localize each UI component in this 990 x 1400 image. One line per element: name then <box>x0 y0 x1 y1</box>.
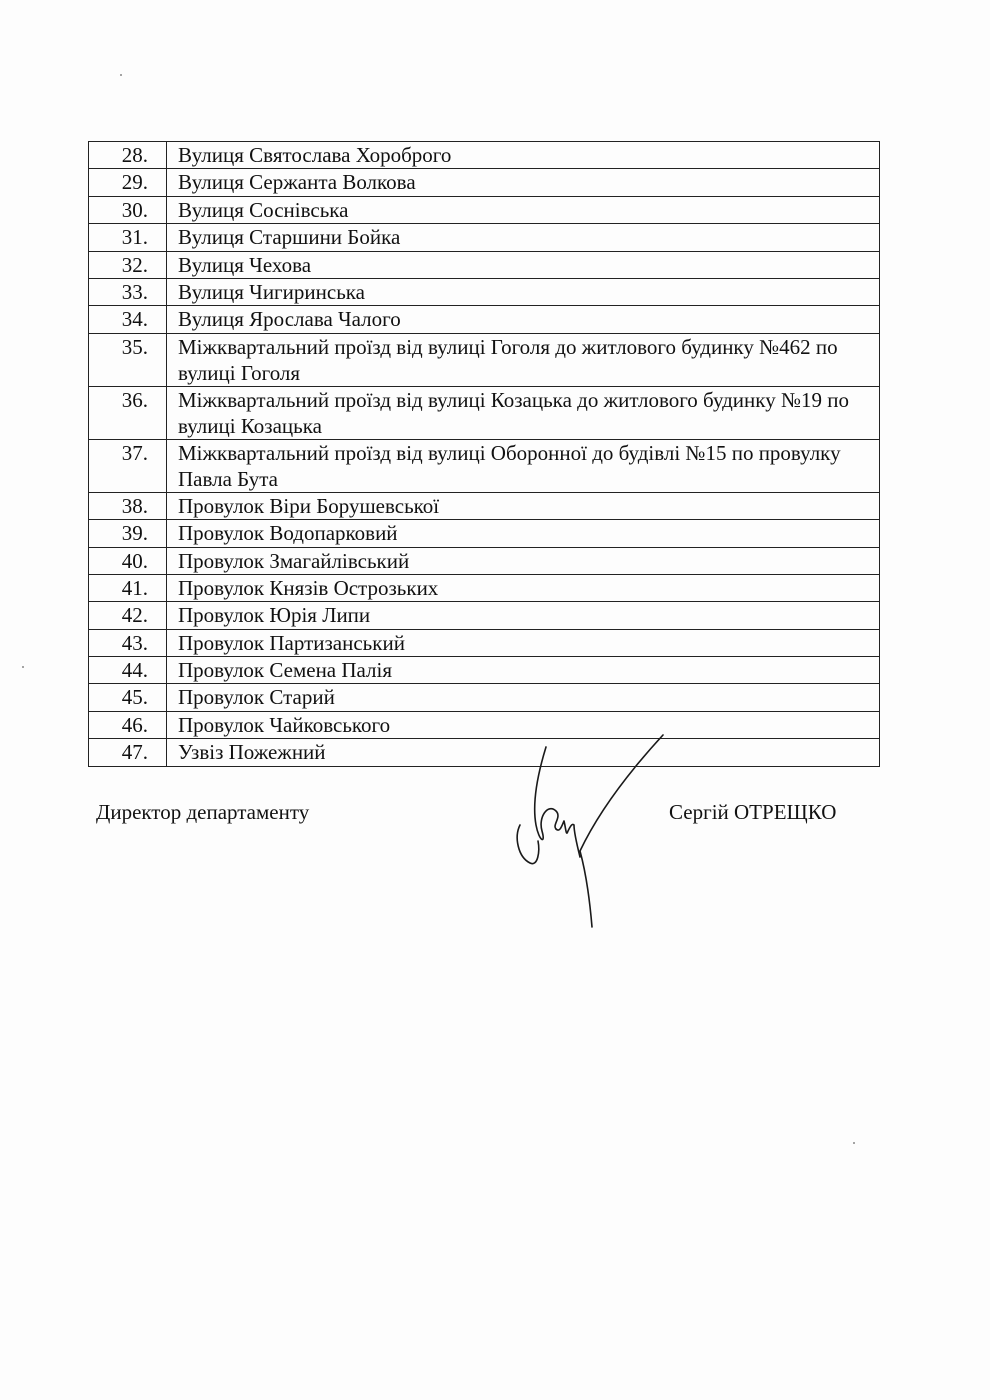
street-name: Провулок Віри Борушевської <box>167 492 880 519</box>
row-number: 30. <box>89 196 167 223</box>
table-row <box>89 278 880 305</box>
row-number: 35. <box>89 333 167 386</box>
street-name: Провулок Чайковського <box>167 711 880 738</box>
row-number: 44. <box>89 657 167 684</box>
street-name: Вулиця Сержанта Волкова <box>167 169 880 196</box>
table-row <box>89 520 880 547</box>
table-row <box>89 547 880 574</box>
street-name: Міжквартальний проїзд від вулиці Оборонної до будівлі №15 по провулку Павла Бута <box>167 439 880 492</box>
street-name: Вулиця Чехова <box>167 251 880 278</box>
row-number: 37. <box>89 439 167 492</box>
street-name: Провулок Князів Острозьких <box>167 574 880 601</box>
row-number: 42. <box>89 602 167 629</box>
row-number: 39. <box>89 520 167 547</box>
row-number: 29. <box>89 169 167 196</box>
row-number: 43. <box>89 629 167 656</box>
street-name: Вулиця Чигиринська <box>167 278 880 305</box>
table-row <box>89 684 880 711</box>
signer-name: Сергій ОТРЕЩКО <box>669 800 837 824</box>
row-number: 46. <box>89 711 167 738</box>
table-row <box>89 602 880 629</box>
handwritten-signature <box>508 733 668 933</box>
row-number: 36. <box>89 386 167 439</box>
street-name: Вулиця Соснівська <box>167 196 880 223</box>
street-name: Міжквартальний проїзд від вулиці Козацька до житлового будинку №19 по вулиці Козацька <box>167 386 880 439</box>
table-row <box>89 196 880 223</box>
street-name: Провулок Юрія Липи <box>167 602 880 629</box>
row-number: 33. <box>89 278 167 305</box>
street-name: Вулиця Старшини Бойка <box>167 224 880 251</box>
table-row <box>89 306 880 333</box>
table-row <box>89 657 880 684</box>
row-number: 31. <box>89 224 167 251</box>
street-name: Провулок Старий <box>167 684 880 711</box>
row-number: 47. <box>89 739 167 766</box>
table-row <box>89 142 880 169</box>
table-row <box>89 439 880 492</box>
street-name: Провулок Партизанський <box>167 629 880 656</box>
table-row <box>89 574 880 601</box>
row-number: 34. <box>89 306 167 333</box>
scan-speck <box>22 666 24 668</box>
table-row <box>89 251 880 278</box>
row-number: 28. <box>89 142 167 169</box>
streets-table-body <box>89 142 880 767</box>
street-name: Міжквартальний проїзд від вулиці Гоголя до житлового будинку №462 по вулиці Гоголя <box>167 333 880 386</box>
row-number: 41. <box>89 574 167 601</box>
row-number: 38. <box>89 492 167 519</box>
table-row <box>89 169 880 196</box>
scan-speck <box>853 1142 855 1144</box>
streets-table <box>88 141 880 767</box>
street-name: Провулок Семена Палія <box>167 657 880 684</box>
table-row <box>89 333 880 386</box>
scan-speck <box>120 74 122 76</box>
table-row <box>89 711 880 738</box>
row-number: 40. <box>89 547 167 574</box>
table-row <box>89 739 880 766</box>
table-row <box>89 629 880 656</box>
row-number: 45. <box>89 684 167 711</box>
signer-position: Директор департаменту <box>96 800 310 824</box>
street-name: Провулок Змагайлівський <box>167 547 880 574</box>
street-name: Вулиця Ярослава Чалого <box>167 306 880 333</box>
table-row <box>89 224 880 251</box>
street-name: Узвіз Пожежний <box>167 739 880 766</box>
row-number: 32. <box>89 251 167 278</box>
table-row <box>89 492 880 519</box>
street-name: Вулиця Святослава Хороброго <box>167 142 880 169</box>
table-row <box>89 386 880 439</box>
street-name: Провулок Водопарковий <box>167 520 880 547</box>
